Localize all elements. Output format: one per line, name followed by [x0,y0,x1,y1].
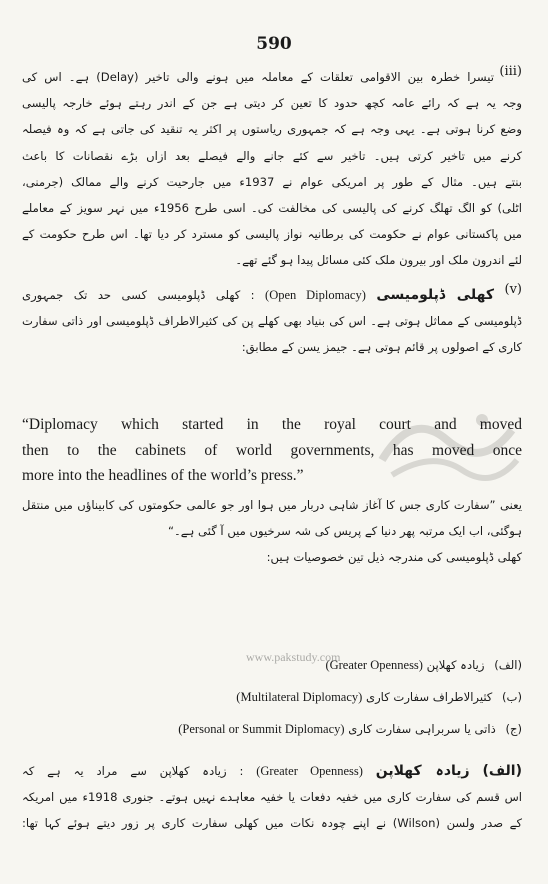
list-item [22,684,522,710]
list-label: (الف) [494,658,522,672]
paragraph-v [22,282,522,361]
list-text-english: (Multilateral Diplomacy) [236,690,363,704]
paragraph-iii [22,64,522,274]
watermark-url: www.pakstudy.com [246,650,341,664]
quote-translation [22,492,522,571]
text-line: لئے اندرون ملک اور بیرون ملک کئی مسائل پیدا ہو گئے تھے۔ [235,253,522,268]
text-line: بنتے ہیں۔ مثال کے طور پر امریکی عوام نے 1937ء میں جارحیت کرنے والے ممالک (جرمنی، [22,174,522,189]
list-label: (ب) [502,690,522,704]
quote-line: more into the headlines of the world’s press.” [22,467,304,484]
list-text: کثیرالاطراف سفارت کاری [366,690,493,704]
quote-line: “Diplomacy which started in the royal court and moved [22,416,522,433]
list-label: (ج) [505,722,522,736]
text-line: یعنی ”سفارت کاری جس کا آغاز شاہی دربار میں ہوا اور جو عالمی حکومتوں کی کابیناؤں میں منتقل [22,498,522,512]
section-label: (الف) [482,763,522,779]
text-line: کے صدر ولسن (Wilson) نے اپنے چودہ نکات میں کھلی سفارت کاری پر زور دیتے ہوئے کہا تھا: [22,816,522,831]
section-heading-line [22,282,494,308]
paragraph-alif [22,758,522,837]
list-text: زیادہ کھلاپن [426,658,485,672]
text-line: اٹلی) کو الگ تھلگ کرنے کی پالیسی کی مخالفت کی۔ اسی طرح 1956ء میں نہر سویز کے معاملے [22,201,522,216]
text-line: : کھلی ڈپلومیسی کسی حد تک جمہوری [22,288,255,302]
text-line: کرنے میں تاخیر کرتی ہیں۔ تاخیر سے کئے جانے والے فیصلے بعد ازاں بڑے نقصانات کا باعث [22,148,522,163]
quote-line: then to the cabinets of world governments, has moved once [22,441,522,459]
list-text-english: (Greater Openness) [325,658,423,672]
section-heading: زیادہ کھلاپن [375,763,470,779]
paragraph-marker: (v) [504,282,522,297]
list-item [22,716,522,742]
text-line: وضع کرنا ہوتی ہے۔ یہی وجہ ہے کہ جمہوری ریاستوں پر اکثر یہ تنقید کی جاتی ہے کہ وہ فیصلہ [22,122,522,137]
text-line: میں پاکستانی عوام نے حکومت کی برطانیہ نواز پالیسی کو مسترد کر دیا تھا۔ اس طرح حکومت کے [22,227,522,242]
text-line: وجہ یہ ہے کہ رائے عامہ کچھ حدود کا تعین کر دیتی ہے جن کے اندر رہتے ہوئے خارجہ پالیسی [22,96,522,111]
features-intro: کھلی ڈپلومیسی کی مندرجہ ذیل تین خصوصیات ہیں: [266,550,522,565]
text-line: ڈپلومیسی کے مماثل ہوتی ہے۔ اس کی بنیاد بھی کھلے پن کی کثیرالاطراف ڈپلومیسی اور ذاتی سفارت [22,314,522,329]
text-line: ہوگئی، اب ایک مرتبہ پھر دنیا کے پریس کی شہ سرخیوں میں آ گئی ہے۔“ [167,524,522,539]
page-number: 590 [256,34,292,54]
section-heading-english: (Open Diplomacy) [265,288,366,302]
section-heading: کھلی ڈپلومیسی [376,287,494,303]
english-quote [22,412,522,489]
text-line: اس قسم کی سفارت کاری میں خفیہ دفعات یا خفیہ معاہدے نہیں ہوتے۔ جنوری 1918ء میں امریکہ [22,790,523,805]
text-line: تیسرا خطرہ بین الاقوامی تعلقات کے معاملہ میں ہونے والی تاخیر (Delay) ہے۔ اس کی [22,70,494,84]
text-line: : زیادہ کھلاپن سے مراد یہ ہے کہ [22,764,244,778]
list-text: ذاتی یا سربراہی سفارت کاری [348,722,496,736]
section-heading-english: (Greater Openness) [256,764,363,778]
section-heading-line [22,758,522,784]
paragraph-marker: (iii) [499,64,522,79]
list-text-english: (Personal or Summit Diplomacy) [178,722,345,736]
text-line: کاری کے اصولوں پر قائم ہوتی ہے۔ جیمز یسن کے مطابق: [241,340,522,355]
